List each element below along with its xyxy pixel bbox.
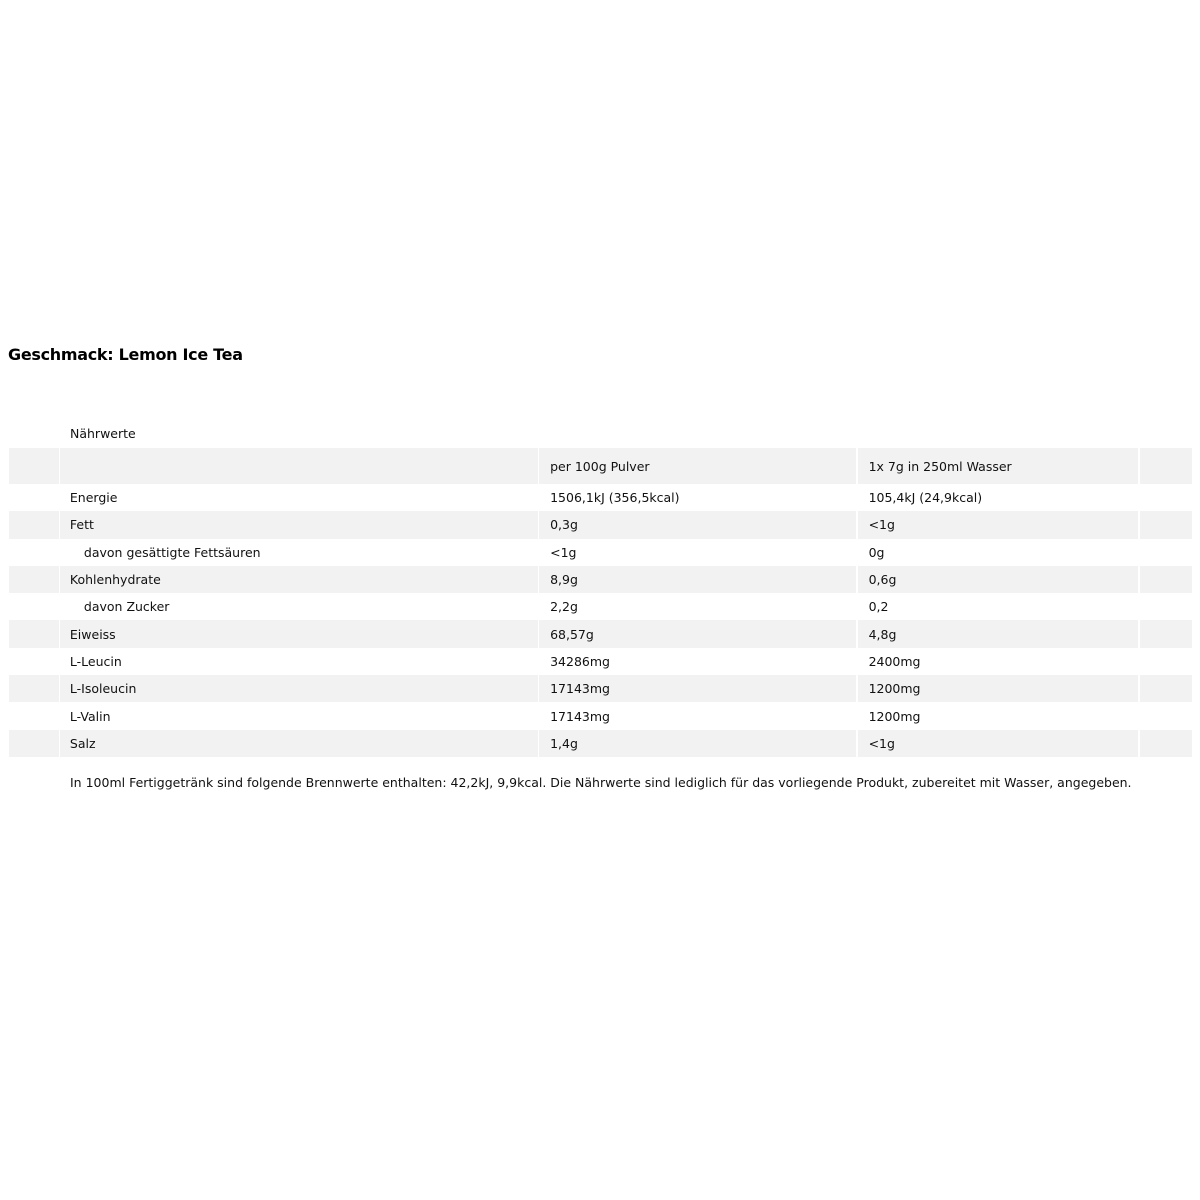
row-per-serving: 0,6g (858, 566, 1139, 593)
row-per-serving: 1200mg (858, 675, 1139, 702)
table-spacer-cell (1140, 675, 1192, 702)
table-row (9, 511, 1192, 538)
row-per-serving: <1g (858, 511, 1139, 538)
table-spacer-cell (9, 620, 59, 647)
table-spacer-cell (1140, 484, 1192, 511)
row-per-serving: 0,2 (868, 599, 889, 615)
row-per-100g: <1g (550, 544, 577, 560)
table-row (9, 730, 1192, 757)
row-per-serving: 0g (868, 544, 885, 560)
table-spacer-cell (1140, 620, 1192, 647)
table-spacer-cell (1140, 566, 1192, 593)
row-per-100g: 8,9g (539, 566, 855, 593)
row-label: L-Leucin (69, 653, 122, 669)
row-per-100g: 2,2g (550, 599, 578, 615)
row-per-serving: 105,4kJ (24,9kcal) (868, 490, 983, 506)
table-spacer-cell (9, 702, 59, 729)
table-row (9, 539, 1192, 566)
header-label-cell (60, 448, 538, 484)
table-spacer-cell (1140, 511, 1192, 538)
row-label: davon Zucker (83, 599, 170, 615)
table-row (9, 484, 1192, 511)
table-spacer-cell (1140, 730, 1192, 757)
header-per-serving: 1x 7g in 250ml Wasser (858, 448, 1139, 484)
row-label: Fett (60, 511, 538, 538)
row-per-serving: <1g (858, 730, 1139, 757)
header-per-100g: per 100g Pulver (539, 448, 855, 484)
flavor-title: Geschmack: Lemon Ice Tea (8, 345, 243, 364)
row-label: L-Valin (69, 708, 111, 724)
row-per-serving: 1200mg (868, 708, 921, 724)
row-per-100g: 17143mg (550, 708, 610, 724)
table-row (9, 702, 1192, 729)
table-spacer-cell (9, 675, 59, 702)
table-spacer-cell (9, 484, 59, 511)
row-label: Salz (60, 730, 538, 757)
table-spacer-cell (1140, 702, 1192, 729)
table-spacer-cell (9, 730, 59, 757)
row-per-100g: 1506,1kJ (356,5kcal) (550, 490, 680, 506)
table-spacer-cell (9, 448, 59, 484)
table-row (9, 620, 1192, 647)
row-label: Eiweiss (60, 620, 538, 647)
table-row (9, 675, 1192, 702)
row-per-100g: 68,57g (539, 620, 855, 647)
row-per-100g: 1,4g (539, 730, 855, 757)
table-header-row (9, 448, 1192, 484)
row-label: Energie (69, 490, 118, 506)
table-spacer-cell (1140, 593, 1192, 620)
table-spacer-cell (1140, 539, 1192, 566)
table-row (9, 593, 1192, 620)
table-spacer-cell (9, 593, 59, 620)
row-per-100g: 0,3g (539, 511, 855, 538)
row-label: L-Isoleucin (60, 675, 538, 702)
footnote: In 100ml Fertiggetränk sind folgende Brennwerte enthalten: 42,2kJ, 9,9kcal. Die Nährwerte sind lediglich für das vorliegende Produkt, zubereitet mit Wasser, angegeben. (70, 775, 1132, 790)
table-spacer-cell (1140, 648, 1192, 675)
table-row (9, 648, 1192, 675)
nutrition-table (9, 448, 1192, 757)
row-per-100g: 34286mg (550, 653, 610, 669)
table-spacer-cell (9, 511, 59, 538)
table-spacer-cell (9, 566, 59, 593)
table-row (9, 566, 1192, 593)
row-per-serving: 4,8g (858, 620, 1139, 647)
table-spacer-cell (1140, 448, 1192, 484)
row-per-100g: 17143mg (539, 675, 855, 702)
table-spacer-cell (9, 648, 59, 675)
row-per-serving: 2400mg (868, 653, 921, 669)
row-label: davon gesättigte Fettsäuren (83, 544, 261, 560)
row-label: Kohlenhydrate (60, 566, 538, 593)
table-spacer-cell (9, 539, 59, 566)
table-caption: Nährwerte (70, 426, 136, 441)
